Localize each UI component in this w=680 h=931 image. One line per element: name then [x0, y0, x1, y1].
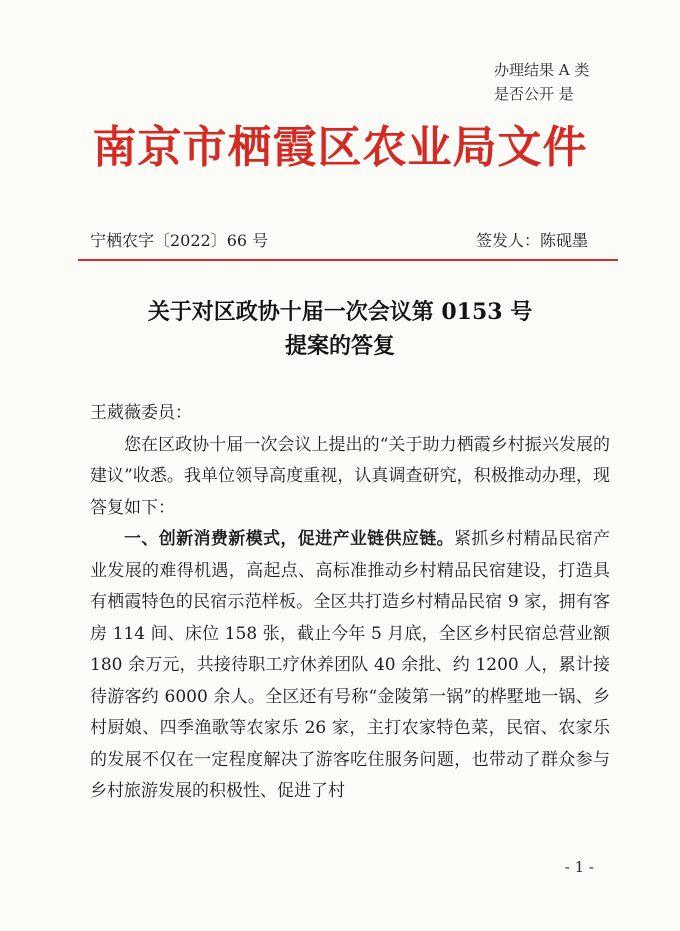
document-signer: 签发人：陈砚墨 — [475, 231, 588, 250]
document-body — [90, 398, 610, 808]
disposal-info — [494, 58, 589, 106]
salutation: 王葳薇委员： — [90, 403, 192, 423]
public-status: 是否公开 是 — [494, 85, 574, 103]
red-divider-line — [78, 259, 618, 261]
result-category: 办理结果 A 类 — [494, 61, 590, 79]
title-line-1: 关于对区政协十届一次会议第 0153 号 — [147, 299, 533, 325]
document-masthead: 南京市栖霞区农业局文件 — [92, 122, 588, 173]
page-number: - 1 - — [564, 858, 594, 876]
section-1-heading: 一、创新消费新模式，促进产业链供应链。 — [124, 529, 455, 549]
paragraph-section-1 — [90, 524, 610, 808]
document-number: 宁栖农字〔2022〕66 号 — [90, 231, 269, 250]
document-title — [0, 295, 680, 363]
title-line-2: 提案的答复 — [284, 333, 395, 359]
paragraph-intro: 您在区政协十届一次会议上提出的“关于助力栖霞乡村振兴发展的建议”收悉。我单位领导高度重视，认真调查研究，积极推动办理，现答复如下： — [90, 434, 610, 518]
section-1-text: 紧抓乡村精品民宿产业发展的难得机遇，高起点、高标准推动乡村精品民宿建设，打造具有栖霞特色的民宿示范样板。全区共打造乡村精品民宿 9 家，拥有客房 114 间、床位 158 张，截止今年 5 月底，全区乡村民宿总营业额 180 余万元，共接待职工疗休养团队 40 余批、约 1200 人，累计接待游客约 6000 余人。全区还有号称“金陵第一锅”的桦墅地一锅、乡村厨娘、四季渔歌等农家乐 26 家，主打农家特色菜，民宿、农家乐的发展不仅在一定程度解决了游客吃住服务问题，也带动了群众参与乡村旅游发展的积极性、促进了村 — [90, 529, 611, 801]
